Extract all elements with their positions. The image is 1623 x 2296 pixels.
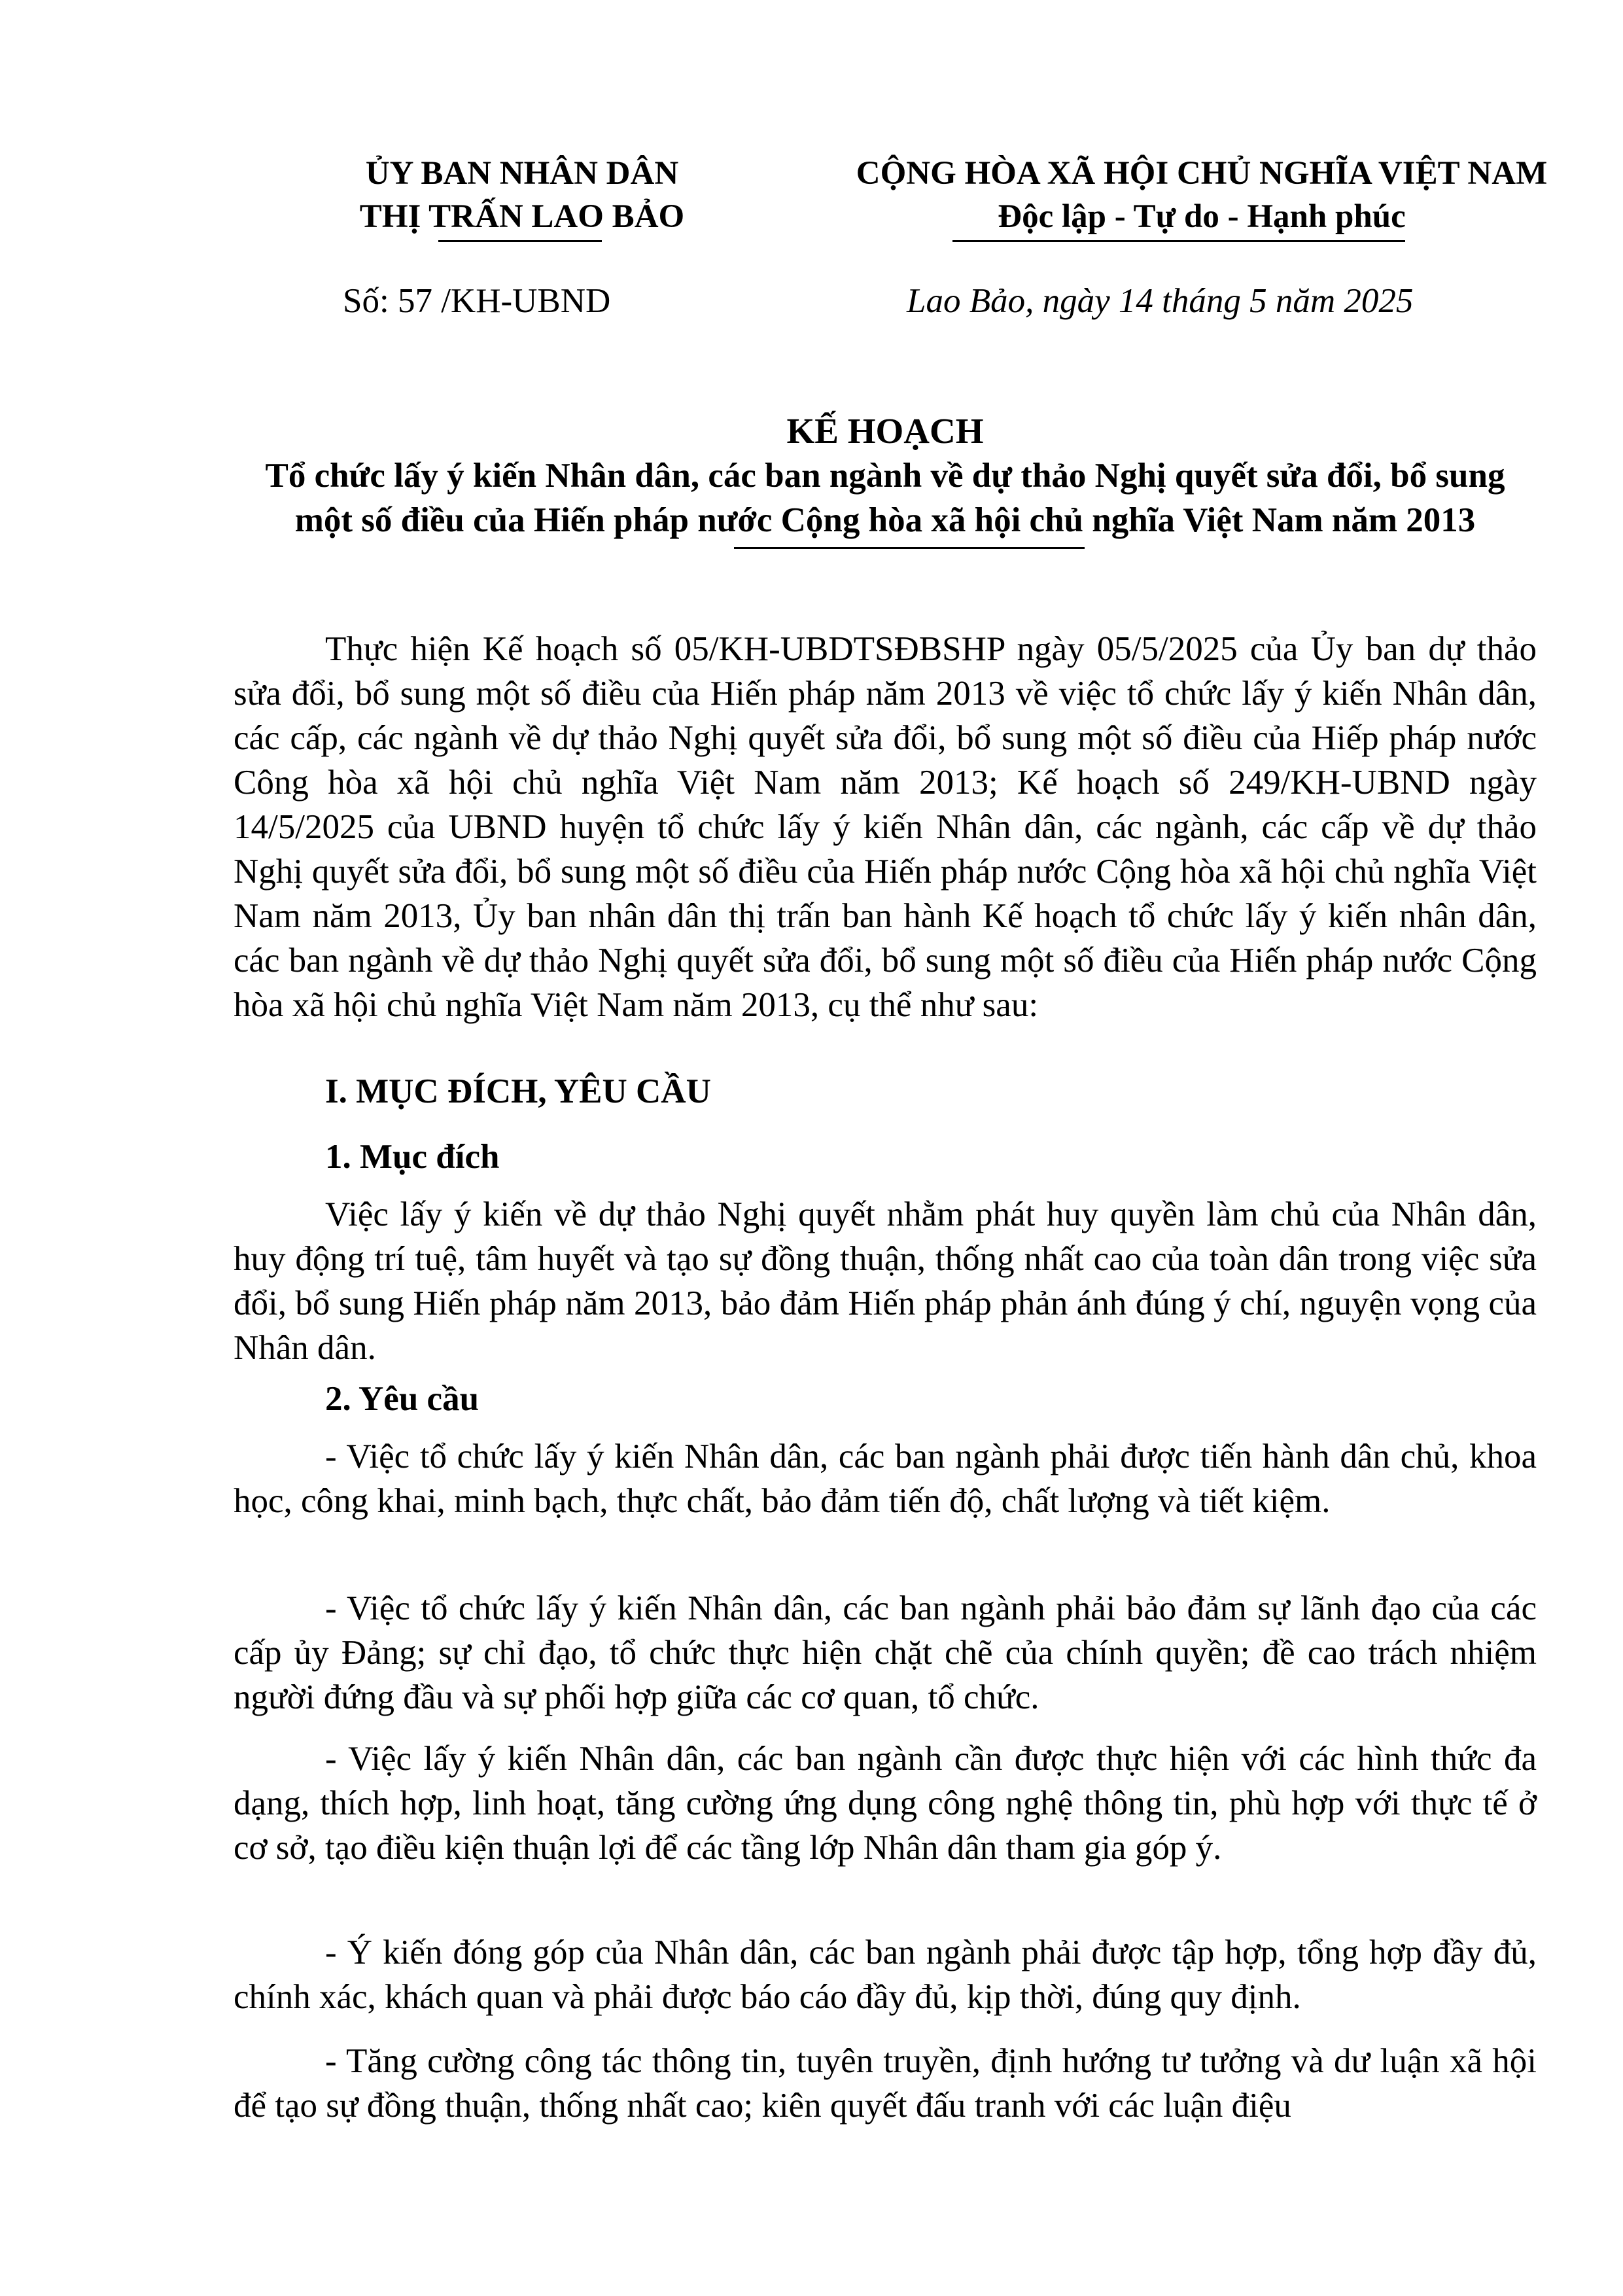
requirement-item: - Việc tổ chức lấy ý kiến Nhân dân, các ban ngành phải bảo đảm sự lãnh đạo của các cấp ủy Đảng; sự chỉ đạo, tổ chức thực hiện chặt chẽ của chính quyền; đề cao trách nhiệm người đứng đầu và sự phối hợp giữa các cơ quan, tổ chức. [234,1589,1537,1716]
agency-line2: THỊ TRẤN LAO BẢO [359,198,685,235]
motto-underline [952,240,1405,242]
agency-line1: ỦY BAN NHÂN DÂN [365,155,679,192]
document-number: Số: 57 /KH-UBND [343,282,611,320]
document-type: KẾ HOẠCH [786,411,984,451]
place-date: Lao Bảo, ngày 14 tháng 5 năm 2025 [907,282,1414,320]
country-name: CỘNG HÒA XÃ HỘI CHỦ NGHĨA VIỆT NAM [856,155,1548,192]
requirement-item: - Ý kiến đóng góp của Nhân dân, các ban ngành phải được tập hợp, tổng hợp đầy đủ, chính xác, khách quan và phải được báo cáo đầy đủ, kịp thời, đúng quy định. [234,1934,1537,2016]
subsection-heading: 2. Yêu cầu [325,1380,480,1418]
title-line1: Tổ chức lấy ý kiến Nhân dân, các ban ngành về dự thảo Nghị quyết sửa đổi, bổ sung [265,457,1505,495]
section-heading: I. MỤC ĐÍCH, YÊU CẦU [325,1072,711,1110]
title-line2: một số điều của Hiến pháp nước Cộng hòa xã hội chủ nghĩa Việt Nam năm 2013 [294,501,1476,539]
purpose-paragraph: Việc lấy ý kiến về dự thảo Nghị quyết nhằm phát huy quyền làm chủ của Nhân dân, huy động trí tuệ, tâm huyết và tạo sự đồng thuận, thống nhất cao của toàn dân trong việc sửa đổi, bổ sung Hiến pháp năm 2013, bảo đảm Hiến pháp phản ánh đúng ý chí, nguyện vọng của Nhân dân. [234,1195,1537,1367]
subsection-heading: 1. Mục đích [325,1138,500,1176]
requirement-item: - Tăng cường công tác thông tin, tuyên truyền, định hướng tư tưởng và dư luận xã hội để tạo sự đồng thuận, thống nhất cao; kiên quyết đấu tranh với các luận điệu [234,2042,1537,2125]
intro-paragraph: Thực hiện Kế hoạch số 05/KH-UBDTSĐBSHP ngày 05/5/2025 của Ủy ban dự thảo sửa đổi, bổ sung một số điều của Hiến pháp năm 2013 về việc tổ chức lấy ý kiến Nhân dân, các cấp, các ngành về dự thảo Nghị quyết sửa đổi, bổ sung một số điều của Hiếp pháp nước Công hòa xã hội chủ nghĩa Việt Nam năm 2013; Kế hoạch số 249/KH-UBND ngày 14/5/2025 của UBND huyện tổ chức lấy ý kiến Nhân dân, các ngành, các cấp về dự thảo Nghị quyết sửa đổi, bổ sung một số điều của Hiến pháp nước Cộng hòa xã hội chủ nghĩa Việt Nam năm 2013, Ủy ban nhân dân thị trấn ban hành Kế hoạch tổ chức lấy ý kiến nhân dân, các ban ngành về dự thảo Nghị quyết sửa đổi, bổ sung một số điều của Hiến pháp nước Cộng hòa xã hội chủ nghĩa Việt Nam năm 2013, cụ thể như sau: [234,630,1537,1024]
agency-name [267,152,777,238]
motto: Độc lập - Tự do - Hạnh phúc [998,198,1406,235]
agency-underline [438,240,602,242]
requirement-item: - Việc lấy ý kiến Nhân dân, các ban ngành cần được thực hiện với các hình thức đa dạng, thích hợp, linh hoạt, tăng cường ứng dụng công nghệ thông tin, phù hợp với thực tế ở cơ sở, tạo điều kiện thuận lợi để các tầng lớp Nhân dân tham gia góp ý. [234,1740,1537,1867]
title-underline [734,547,1085,549]
requirement-item: - Việc tổ chức lấy ý kiến Nhân dân, các ban ngành phải được tiến hành dân chủ, khoa học, công khai, minh bạch, thực chất, bảo đảm tiến độ, chất lượng và tiết kiệm. [234,1438,1537,1520]
national-motto [799,152,1604,238]
